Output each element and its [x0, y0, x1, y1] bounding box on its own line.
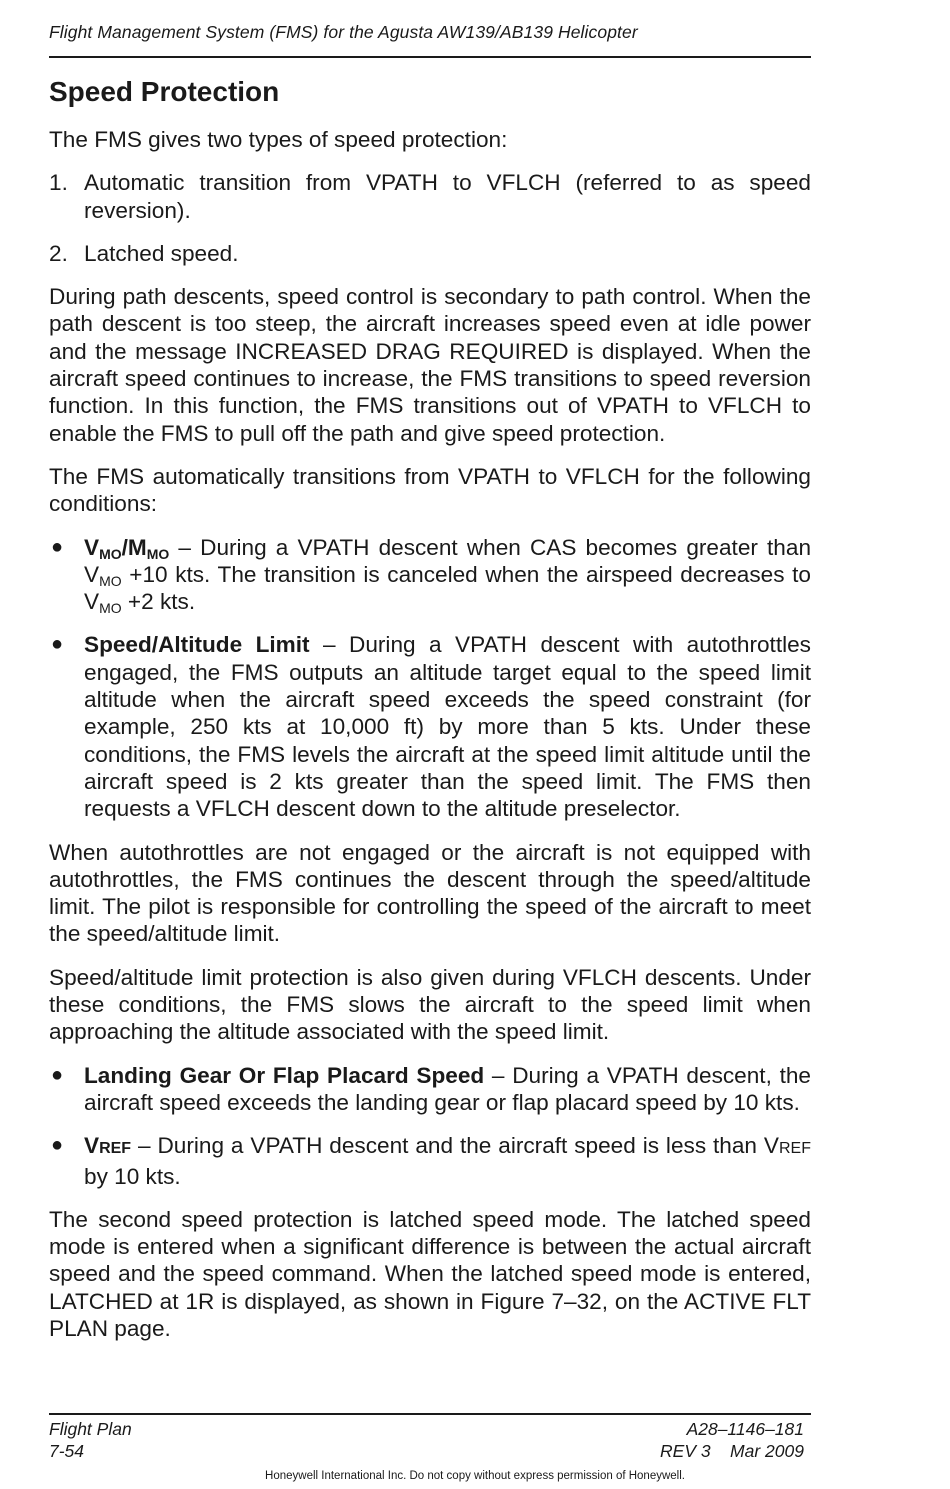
bullet-icon: ●	[51, 633, 64, 656]
paragraph: Speed/altitude limit protection is also given during VFLCH descents. Under these conditions, the FMS slows the aircraft to the speed limit when approaching the altitude associated with the speed limit.	[49, 964, 811, 1045]
footer-section-name: Flight Plan	[49, 1419, 132, 1439]
term-vref: VREF	[84, 1133, 132, 1159]
intro-paragraph: The FMS gives two types of speed protection:	[49, 127, 508, 152]
list-item	[49, 240, 811, 267]
paragraph: The FMS automatically transitions from VPATH to VFLCH for the following conditions:	[49, 463, 811, 517]
paragraph: During path descents, speed control is secondary to path control. When the path descent is too steep, the aircraft increases speed even at idle power and the message INCREASED DRAG REQUIRED is displayed. When the aircraft speed continues to increase, the FMS transitions to speed reversion function. In this function, the FMS transitions out of VPATH to VFLCH to enable the FMS to pull off the path and give speed protection.	[49, 284, 811, 446]
footer-revision: REV 3 Mar 2009	[660, 1441, 804, 1461]
list-item-text: Latched speed.	[84, 240, 239, 266]
list-number: 1.	[49, 170, 68, 196]
paragraph: The second speed protection is latched speed mode. The latched speed mode is entered when a significant difference is between the actual aircraft speed and the speed command. When the latched speed mode is entered, LATCHED at 1R is displayed, as shown in Figure 7–32, on the ACTIVE FLT PLAN page.	[49, 1206, 811, 1341]
list-item	[49, 169, 811, 224]
paragraph: When autothrottles are not engaged or the aircraft is not equipped with autothrottles, the FMS continues the descent through the speed/altitude limit. The pilot is responsible for controlling the speed of the aircraft to meet the speed/altitude limit.	[49, 839, 811, 947]
term-placard-speed: Landing Gear Or Flap Placard Speed	[84, 1062, 485, 1088]
bullet-text: VREF – During a VPATH descent and the aircraft speed is less than VREF by 10 kts.	[84, 1133, 811, 1189]
header-rule	[49, 56, 811, 58]
bullet-text: $V_{MO}/M_{MO}$ – During a VPATH descent when CAS becomes greater than $V_{MO} +10$ kts. The transition is canceled when the airspeed decreases to $V_{MO} +2$ kts.	[84, 534, 812, 617]
footer-rule	[49, 1413, 811, 1415]
list-item-text: Automatic transition from VPATH to VFLCH (referred to as speed reversion).	[84, 170, 811, 223]
bullet-item	[49, 1062, 811, 1117]
bullet-icon: ●	[51, 1134, 64, 1157]
bullet-item	[49, 1132, 811, 1190]
list-number: 2.	[49, 240, 68, 266]
bullet-text: Speed/Altitude Limit – During a VPATH descent with autothrottles engaged, the FMS outputs an altitude target equal to the speed limit altitude when the aircraft speed exceeds the speed constraint (for example, 250 kts at 10,000 ft) by more than 5 kts. Under these conditions, the FMS levels the aircraft at the speed limit altitude until the aircraft speed is 2 kts greater than the speed limit. The FMS then requests a VFLCH descent down to the altitude preselector.	[84, 632, 811, 822]
running-header: Flight Management System (FMS) for the Agusta AW139/AB139 Helicopter	[49, 22, 638, 42]
footer-page-number: 7-54	[49, 1441, 85, 1461]
bullet-text: Landing Gear Or Flap Placard Speed – During a VPATH descent, the aircraft speed exceeds the landing gear or flap placard speed by 10 kts.	[84, 1062, 811, 1115]
footer-doc-number: A28–1146–181	[686, 1419, 804, 1439]
bullet-item	[49, 631, 811, 822]
section-title: Speed Protection	[49, 76, 280, 107]
bullet-item	[49, 534, 811, 616]
bullet-icon: ●	[51, 1063, 64, 1086]
copyright-notice: Honeywell International Inc. Do not copy without express permission of Honeywell.	[265, 1470, 685, 1482]
bullet-icon: ●	[51, 535, 64, 558]
term-vmo-mmo: $V_{MO}/M_{MO}$	[84, 534, 170, 562]
term-speed-altitude-limit: Speed/Altitude Limit	[84, 632, 310, 658]
page-body	[49, 126, 811, 1358]
